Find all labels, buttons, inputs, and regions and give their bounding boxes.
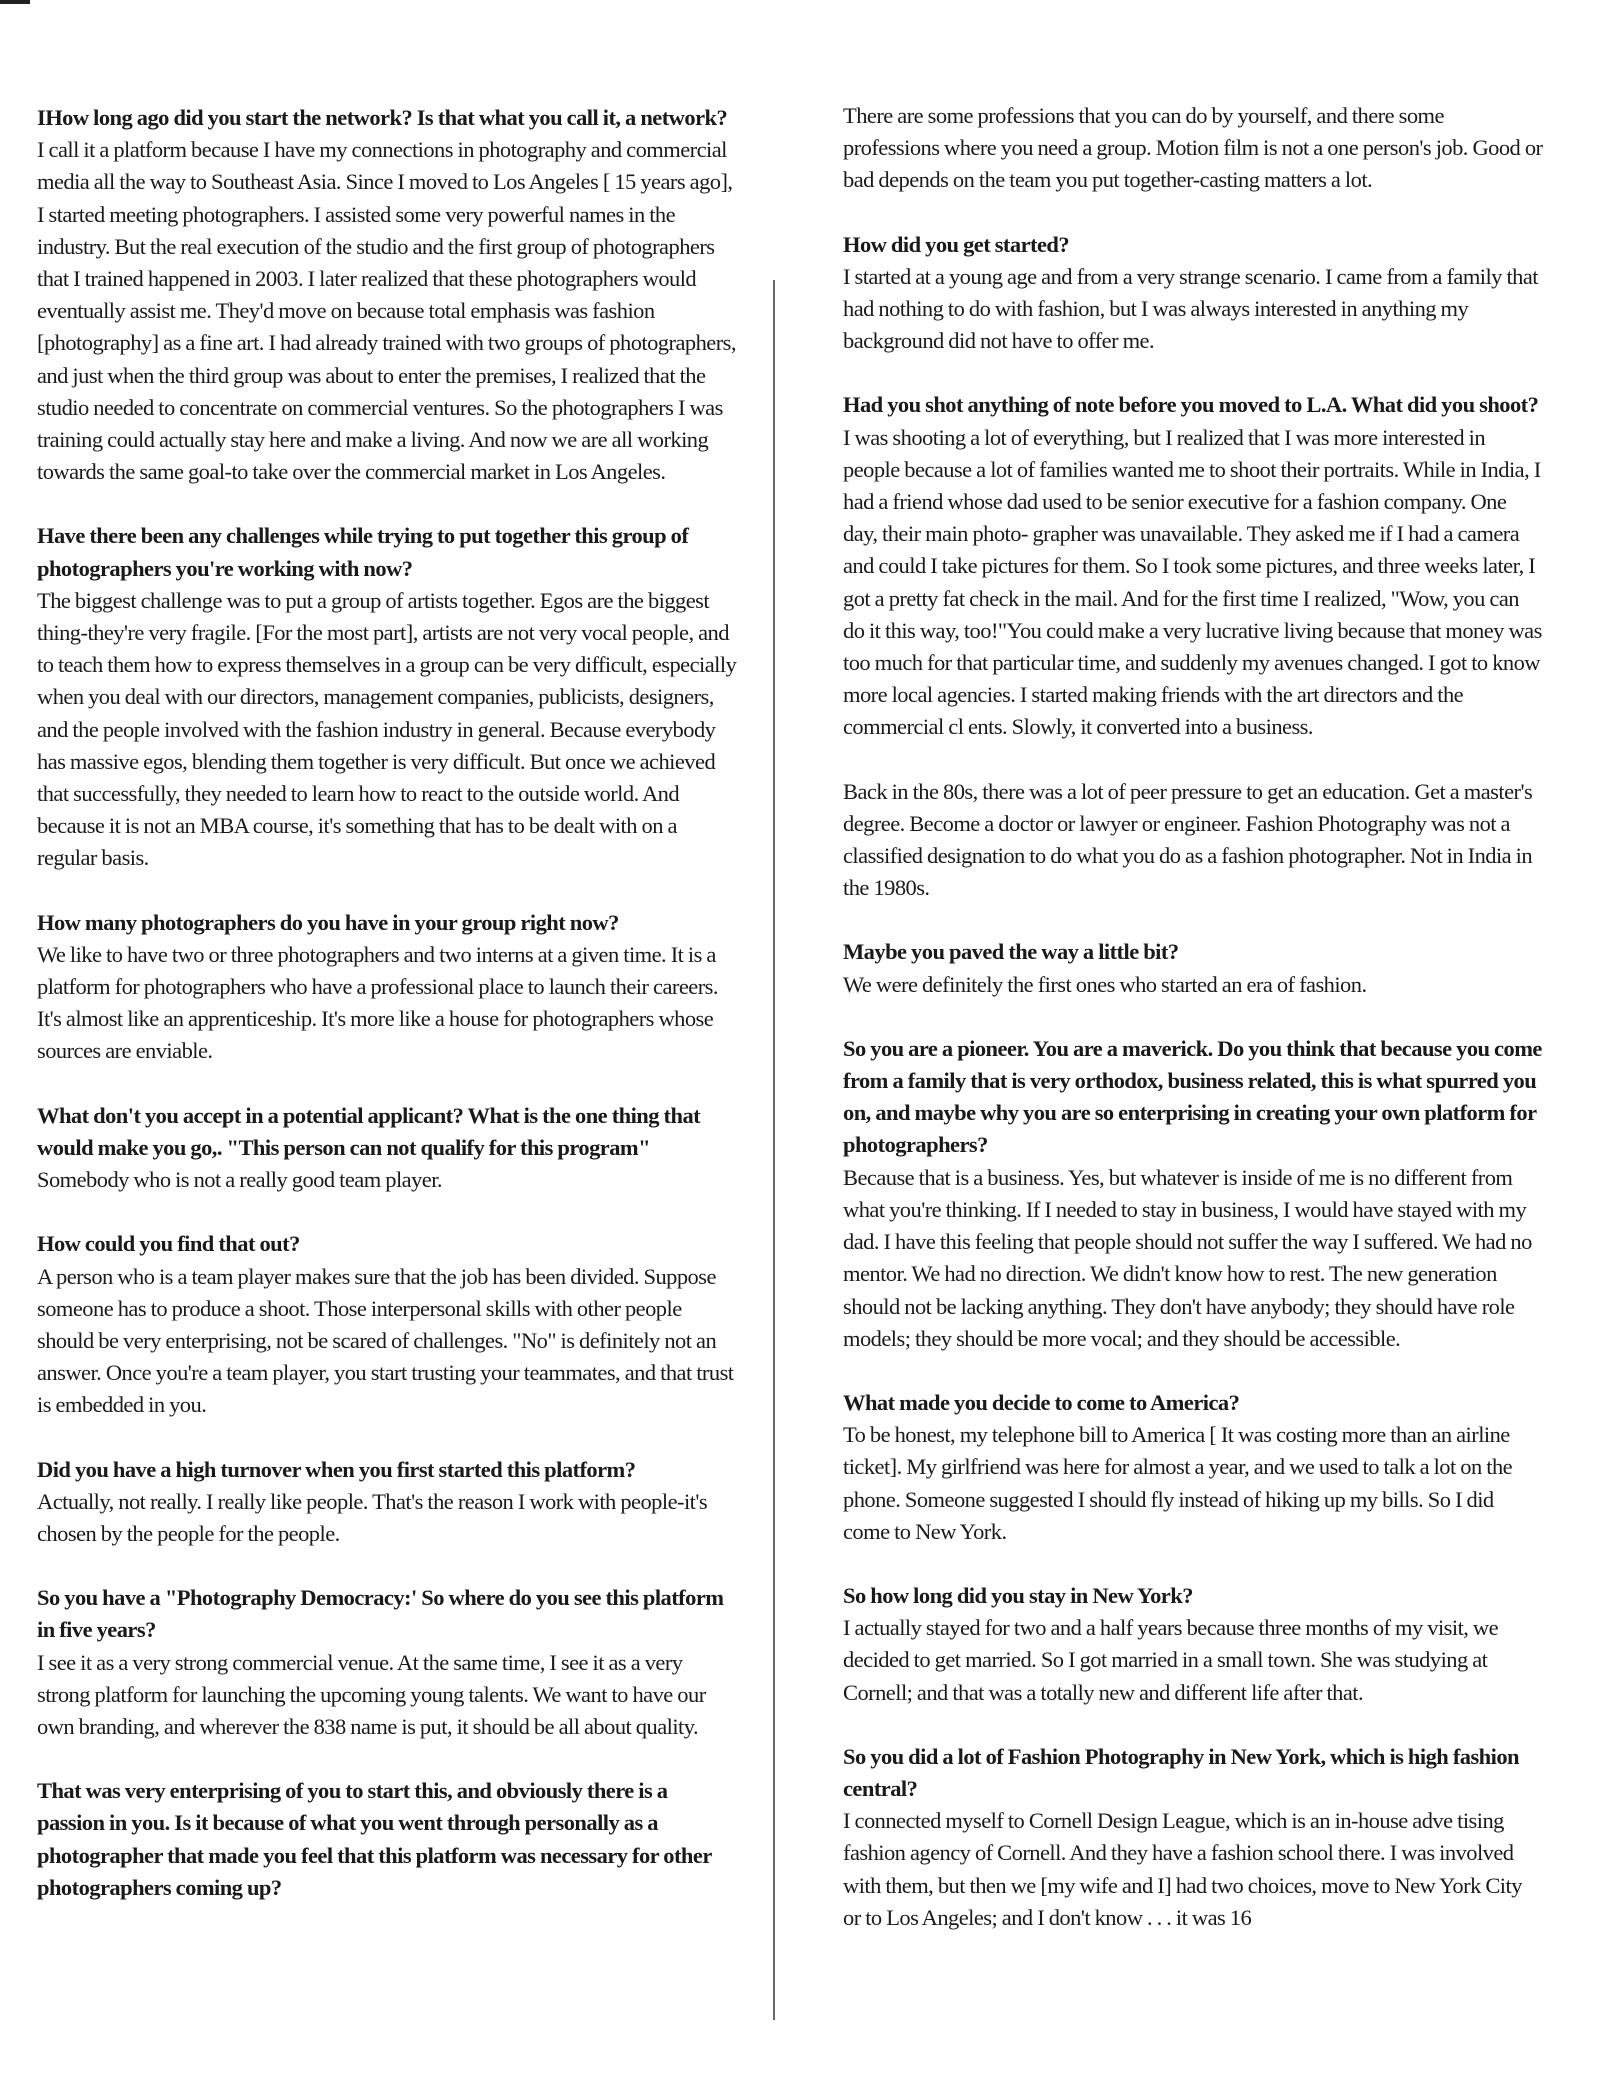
answer: To be honest, my telephone bill to America [ It was costing more than an airline ticket]. My girlfriend was here for almost a year, and we used to talk a lot on the phone. Someone suggested I should fly instead of hiking up my bills. So I did come to New York. [843,1422,1513,1544]
answer: Because that is a business. Yes, but whatever is inside of me is no different from what you're thinking. If I needed to stay in business, I would have stayed with my dad. I have this feeling that people should not suffer the way I suffered. We had no mentor. We had no direction. We didn't know how to rest. The new generation should not be lacking anything. They don't have anybody; they should have role models; they should be more vocal; and they should be accessible. [843,1164,1532,1351]
qa-block [37,1775,737,1904]
question: What made you decide to come to America? [843,1389,1240,1415]
qa-block [843,1741,1543,1934]
question: IHow long ago did you start the network? Is that what you call it, a network? [37,105,728,130]
qa-block [843,936,1543,1000]
qa-block [843,389,1543,743]
question: So you did a lot of Fashion Photography in New York, which is high fashion central? [843,1743,1520,1801]
column-divider [773,280,775,2020]
qa-block [37,520,737,874]
qa-block [843,229,1543,358]
answer: A person who is a team player makes sure that the job has been divided. Suppose someone has to produce a shoot. Those interpersonal skills with other people should be very enterprising, not be scared of challenges. "No" is definitely not an answer. Once you're a team player, you start trusting your teammates, and that trust is embedded in you. [37,1263,734,1418]
qa-block [843,1387,1543,1548]
answer: Back in the 80s, there was a lot of peer pressure to get an education. Get a master's degree. Become a doctor or lawyer or engineer. Fashion Photography was not a classified designation to do what you do as a fashion photographer. Not in India in the 1980s. [843,778,1533,901]
answer: I connected myself to Cornell Design League, which is an in-house adve tising fashion agency of Cornell. And they have a fashion school there. I was involved with them, but then we [my wife and I] had two choices, move to New York City or to Los Angeles; and I don't know . . . it was 16 [843,1808,1522,1930]
question: How did you get started? [843,231,1070,257]
question: What don't you accept in a potential applicant? What is the one thing that would make you go,. "This person can not qualify for this program" [37,1102,701,1160]
answer: Somebody who is not a really good team player. [37,1167,442,1193]
question: How many photographers do you have in your group right now? [37,909,619,935]
question: So you have a "Photography Democracy:' So where do you see this platform in five years? [37,1585,724,1643]
qa-block [37,1454,737,1551]
question: That was very enterprising of you to start this, and obviously there is a passion in you. Is it because of what you went through personally as a photographer that made you feel that this platform was necessary for other photographers coming up? [37,1778,712,1900]
answer: I actually stayed for two and a half years because three months of my visit, we decided to get married. So I got married in a small town. She was studying at Cornell; and that was a totally new and different life after that. [843,1615,1499,1705]
qa-block [37,1582,737,1743]
answer: The biggest challenge was to put a group of artists together. Egos are the biggest thing-they're very fragile. [For the most part], artists are not very vocal people, and to teach them how to express themselves in a group can be very difficult, especially when you deal with our directors, management companies, publicists, designers, and the people involved with the fashion industry in general. Because everybody has massive egos, blending them together is very difficult. But once we achieved that successfully, they needed to learn how to react to the outside world. And because it is not an MBA course, it's something that has to be dealt with on a regular basis. [37,587,737,871]
answer: We were definitely the first ones who started an era of fashion. [843,971,1367,997]
question: How could you find that out? [37,1231,300,1257]
corner-mark [0,0,30,4]
answer: We like to have two or three photographers and two interns at a given time. It is a platform for photographers who have a professional place to launch their careers. It's almost like an apprenticeship. It's more like a house for photographers whose sources are enviable. [37,941,718,1064]
question: So you are a pioneer. You are a maverick. Do you think that because you come from a family that is very orthodox, business related, this is what spurred you on, and maybe why you are so enterprising in creating your own platform for photographers? [843,1035,1542,1158]
qa-block [843,1580,1543,1709]
question: Had you shot anything of note before you moved to L.A. What did you shoot? [843,392,1539,418]
question: Maybe you paved the way a little bit? [843,939,1179,965]
right-column [843,100,1543,1934]
answer: There are some professions that you can do by yourself, and there some professions where you need a group. Motion film is not a one person's job. Good or bad depends on the team you put together-casting matters a lot. [843,103,1543,193]
qa-block [37,102,737,488]
qa-block [37,1100,737,1197]
answer: I was shooting a lot of everything, but I realized that I was more interested in people because a lot of families wanted me to shoot their portraits. While in India, I had a friend whose dad used to be senior executive for a fashion company. One day, their main photo- grapher was unavailable. They asked me if I had a camera and could I take pictures for them. So I took some pictures, and three weeks later, I got a pretty fat check in the mail. And for the first time I realized, "Wow, you can do it this way, too!"You could make a very lucrative living because that money was too much for that particular time, and suddenly my avenues changed. I got to know more local agencies. I started making friends with the art directors and the commercial cl ents. Slowly, it converted into a business. [843,424,1542,740]
qa-block [843,776,1543,905]
answer: I started at a young age and from a very strange scenario. I came from a family that had nothing to do with fashion, but I was always interested in anything my background did not have to offer me. [843,263,1538,354]
qa-block [37,1228,737,1421]
answer: I call it a platform because I have my connections in photography and commercial media all the way to Southeast Asia. Since I moved to Los Angeles [ 15 years ago], I started meeting photographers. I assisted some very powerful names in the industry. But the real execution of the studio and the first group of photographers that I trained happened in 2003. I later realized that these photographers would eventually assist me. They'd move on because total emphasis was fashion [photography] as a fine art. I had already trained with two groups of photographers, and just when the third group was about to enter the premises, I realized that the studio needed to concentrate on commercial ventures. So the photographers I was training could actually stay here and make a living. And now we are all working towards the same goal-to take over the commercial market in Los Angeles. [37,137,736,485]
question: So how long did you stay in New York? [843,1582,1193,1608]
answer: Actually, not really. I really like people. That's the reason I work with people-it's chosen by the people for the people. [37,1488,708,1546]
question: Did you have a high turnover when you first started this platform? [37,1456,636,1482]
question: Have there been any challenges while trying to put together this group of photographers you're working with now? [37,523,689,581]
qa-block [37,907,737,1068]
left-column [37,102,737,1904]
qa-block [843,1033,1543,1355]
qa-block [843,100,1543,197]
answer: I see it as a very strong commercial venue. At the same time, I see it as a very strong platform for launching the upcoming young talents. We want to have our own branding, and wherever the 838 name is put, it should be all about quality. [37,1649,706,1739]
